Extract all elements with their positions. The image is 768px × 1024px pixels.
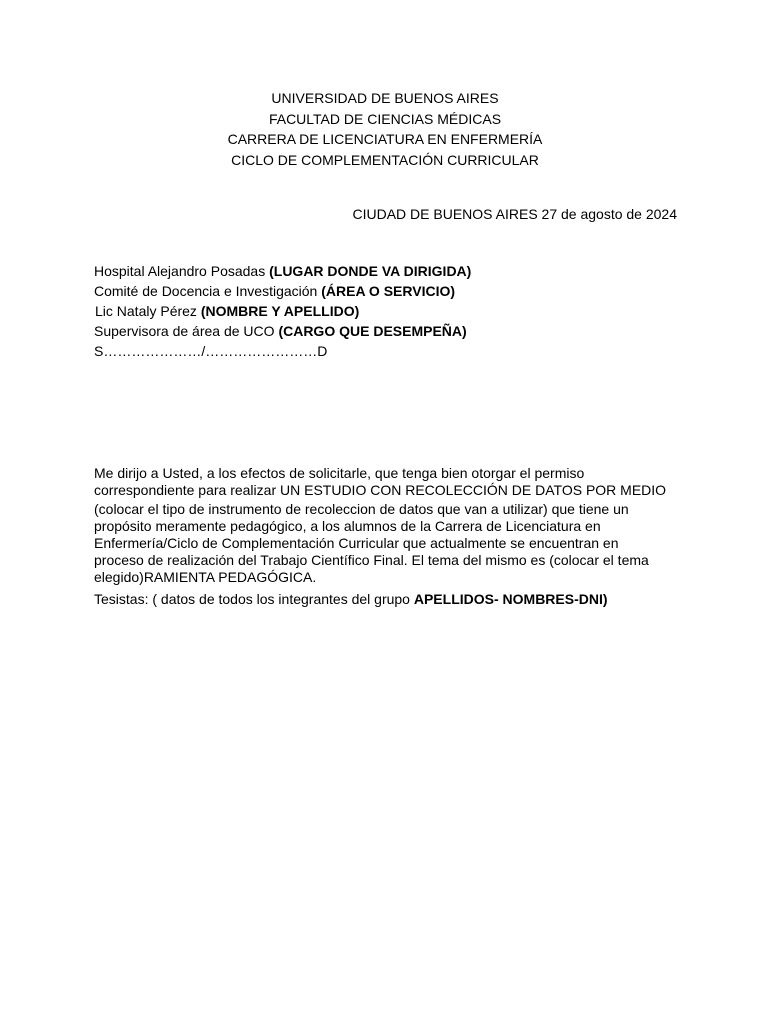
header-university: UNIVERSIDAD DE BUENOS AIRES	[271, 90, 499, 106]
recipient-name: Lic Nataly Pérez	[95, 303, 201, 319]
recipient-salutation: S…………………/……………………D	[94, 343, 328, 359]
body-line-1-text: Me dirijo a Usted, a los efectos de solicitarle, que tenga bien otorgar el permiso	[94, 465, 585, 481]
recipient-hospital: Hospital Alejandro Posadas	[94, 263, 270, 279]
recipient-name-line	[94, 301, 471, 321]
body-line-7: elegido)RAMIENTA PEDAGÓGICA.	[94, 569, 317, 585]
recipient-area-line	[94, 281, 471, 301]
letter-body	[94, 465, 694, 586]
body-line-4: propósito meramente pedagógico, a los alumnos de la Carrera de Licenciatura en	[94, 518, 601, 534]
letter-header	[0, 88, 768, 170]
header-faculty: FACULTAD DE CIENCIAS MÉDICAS	[268, 110, 502, 127]
recipient-area: Comité de Docencia e Investigación	[94, 283, 322, 299]
recipient-hospital-hint: (LUGAR DONDE VA DIRIGIDA)	[269, 263, 472, 279]
header-cycle: CICLO DE COMPLEMENTACIÓN CURRICULAR	[231, 151, 539, 168]
letter-date: CIUDAD DE BUENOS AIRES 27 de agosto de 2024	[352, 206, 677, 222]
body-line-3: (colocar el tipo de instrumento de recoleccion de datos que van a utilizar) que tiene un	[94, 501, 629, 517]
body-line-1	[94, 465, 694, 482]
recipient-role-hint: (CARGO QUE DESEMPEÑA)	[278, 323, 467, 339]
tesistas-line	[94, 590, 608, 608]
tesistas-label: Tesistas: ( datos de todos los integrantes del grupo	[94, 591, 414, 607]
body-line-2: correspondiente para realizar UN ESTUDIO CON RECOLECCIÓN DE DATOS POR MEDIO	[94, 482, 667, 498]
body-line-5: Enfermería/Ciclo de Complementación Curricular que actualmente se encuentran en	[94, 535, 619, 551]
recipient-role: Supervisora de área de UCO	[94, 323, 279, 339]
recipient-hospital-line	[94, 261, 471, 281]
recipient-role-line	[94, 321, 471, 341]
header-career: CARRERA DE LICENCIATURA EN ENFERMERÍA	[227, 131, 543, 148]
recipient-area-hint: (ÁREA O SERVICIO)	[321, 283, 456, 299]
tesistas-hint: APELLIDOS- NOMBRES-DNI)	[413, 591, 608, 607]
body-line-6: proceso de realización del Trabajo Científico Final. El tema del mismo es (colocar el tema	[94, 552, 649, 568]
recipient-name-hint: (NOMBRE Y APELLIDO)	[200, 303, 360, 319]
recipient-block	[94, 261, 471, 361]
